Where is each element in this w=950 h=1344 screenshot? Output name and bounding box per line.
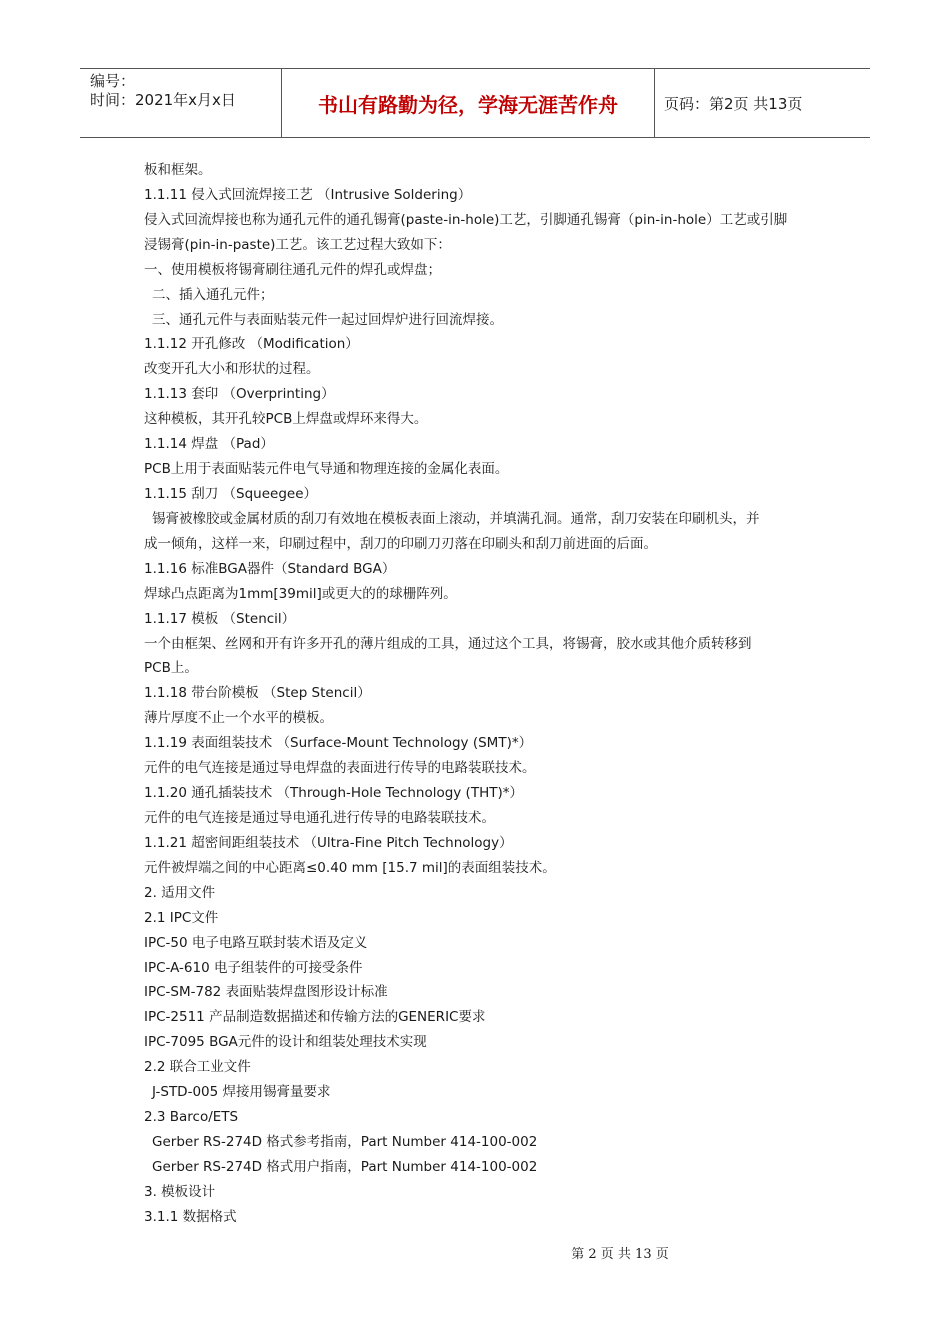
text-line: 2. 适用文件 (144, 884, 216, 901)
text-line: PCB上。 (144, 660, 198, 677)
text-line: 2.1 IPC文件 (144, 909, 219, 926)
header-motto: 书山有路勤为径，学海无涯苦作舟 (282, 69, 655, 137)
text-line: 板和框架。 (144, 162, 212, 178)
text-line: IPC-2511 产品制造数据描述和传输方法的GENERIC要求 (144, 1009, 486, 1026)
text-line: 1.1.12 开孔修改 （Modification） (144, 336, 359, 353)
text-line: 3. 模板设计 (144, 1183, 216, 1200)
text-line: 1.1.20 通孔插装技术 （Through-Hole Technology (THT)*） (144, 785, 523, 802)
text-line: IPC-A-610 电子组装件的可接受条件 (144, 959, 363, 976)
text-line: 成一倾角，这样一来，印刷过程中，刮刀的印刷刀刃落在印刷头和刮刀前进面的后面。 (144, 535, 657, 552)
text-line: 侵入式回流焊接也称为通孔元件的通孔锡膏(paste-in-hole)工艺，引脚通孔锡膏（pin-in-hole）工艺或引脚 (144, 211, 788, 228)
text-line: 二、插入通孔元件； (152, 286, 274, 303)
text-line: Gerber RS-274D 格式用户指南，Part Number 414-100-002 (152, 1158, 538, 1175)
text-line: 一、使用模板将锡膏刷往通孔元件的焊孔或焊盘； (144, 261, 441, 278)
text-line: IPC-7095 BGA元件的设计和组装处理技术实现 (144, 1034, 427, 1051)
text-line: 薄片厚度不止一个水平的模板。 (144, 710, 333, 727)
text-line: 1.1.17 模板 （Stencil） (144, 610, 296, 627)
text-line: 2.3 Barco/ETS (144, 1109, 239, 1126)
text-line: 1.1.18 带台阶模板 （Step Stencil） (144, 685, 371, 702)
text-line: 浸锡膏(pin-in-paste)工艺。该工艺过程大致如下： (144, 236, 451, 253)
text-line: 焊球凸点距离为1mm[39mil]或更大的的球栅阵列。 (144, 585, 457, 602)
text-line: 3.1.1 数据格式 (144, 1208, 237, 1225)
text-line: IPC-SM-782 表面贴装焊盘图形设计标准 (144, 984, 388, 1001)
document-body (144, 158, 814, 1230)
text-line: 1.1.19 表面组装技术 （Surface-Mount Technology (SMT)*） (144, 735, 533, 752)
text-line: 2.2 联合工业文件 (144, 1059, 251, 1076)
text-line: J-STD-005 焊接用锡膏量要求 (152, 1084, 331, 1101)
text-line: 三、通孔元件与表面贴装元件一起过回焊炉进行回流焊接。 (152, 311, 503, 328)
text-line: 1.1.16 标准BGA器件（Standard BGA） (144, 560, 396, 577)
text-line: 元件的电气连接是通过导电焊盘的表面进行传导的电路装联技术。 (144, 760, 536, 777)
text-line: 元件的电气连接是通过导电通孔进行传导的电路装联技术。 (144, 809, 495, 826)
text-line: PCB上用于表面贴装元件电气导通和物理连接的金属化表面。 (144, 461, 509, 478)
header-page-label: 页码：第2页 共13页 (664, 94, 803, 113)
text-line: 1.1.21 超密间距组装技术 （Ultra-Fine Pitch Technology） (144, 834, 513, 851)
header-meta (80, 69, 282, 137)
text-line: Gerber RS-274D 格式参考指南，Part Number 414-100-002 (152, 1133, 538, 1150)
text-line: 锡膏被橡胶或金属材质的刮刀有效地在模板表面上滚动，并填满孔洞。通常，刮刀安装在印刷机头，并 (152, 510, 760, 527)
text-line: 一个由框架、丝网和开有许多开孔的薄片组成的工具，通过这个工具，将锡膏，胶水或其他介质转移到 (144, 635, 752, 652)
page-header (80, 68, 870, 138)
page-footer: 第 2 页 共 13 页 (571, 1247, 669, 1262)
text-line: 1.1.13 套印 （Overprinting） (144, 386, 335, 403)
text-line: 这种模板，其开孔较PCB上焊盘或焊环来得大。 (144, 411, 428, 428)
text-line: 1.1.15 刮刀 （Squeegee） (144, 485, 318, 502)
text-line: 改变开孔大小和形状的过程。 (144, 361, 320, 378)
text-line: 1.1.11 侵入式回流焊接工艺 （Intrusive Soldering） (144, 186, 472, 203)
text-line: IPC-50 电子电路互联封装术语及定义 (144, 934, 368, 951)
number-label: 编号： (90, 72, 136, 90)
text-line: 1.1.14 焊盘 （Pad） (144, 436, 274, 453)
time-label: 时间：2021年x月x日 (90, 91, 236, 109)
text-line: 元件被焊端之间的中心距离≤0.40 mm [15.7 mil]的表面组装技术。 (144, 859, 556, 876)
